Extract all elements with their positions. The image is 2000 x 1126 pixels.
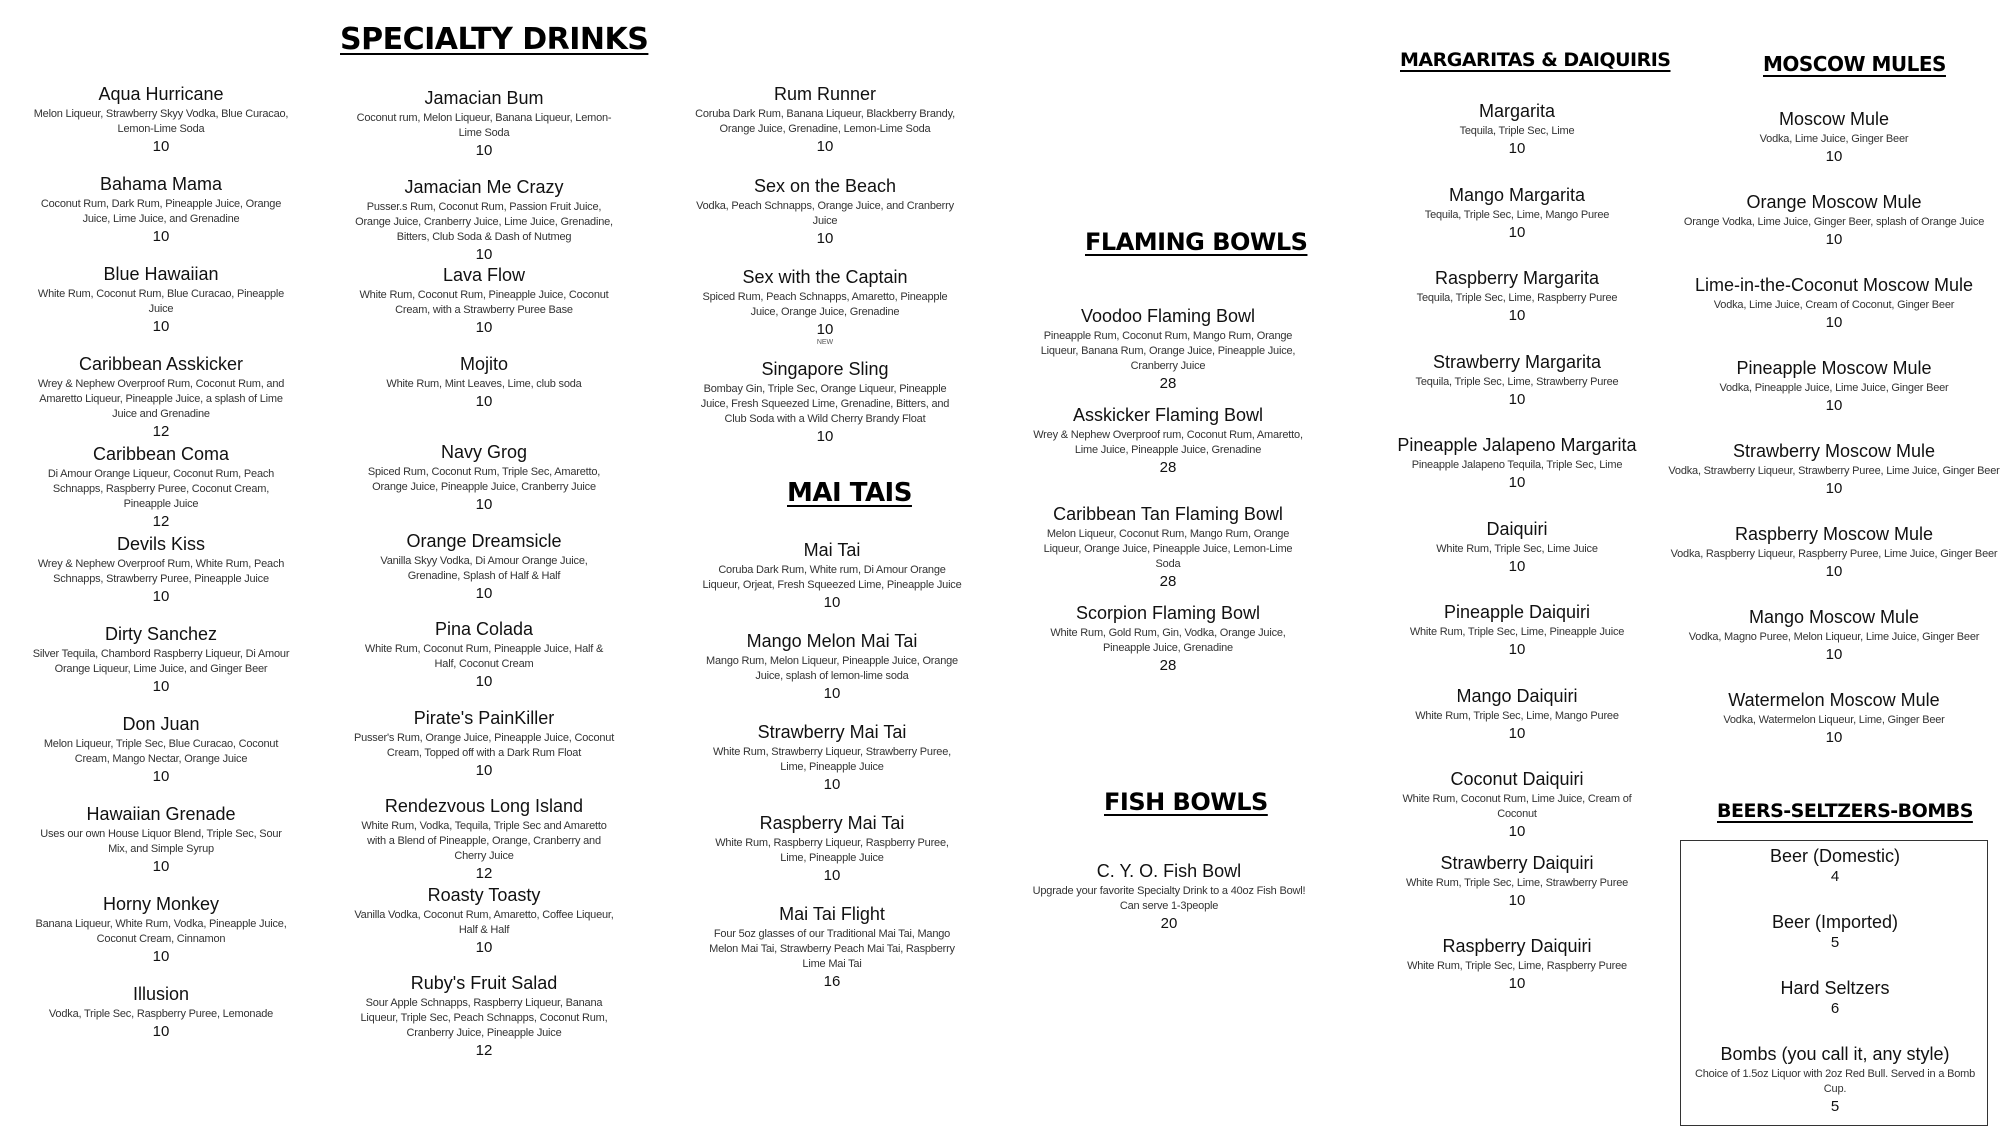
item-price: 10 [152,588,170,605]
item-description: Melon Liqueur, Coconut Rum, Mango Rum, Orange Liqueur, Orange Juice, Pineapple Juice, Lemon-Lime Soda [1043,528,1293,570]
item-price: 10 [1508,724,1526,742]
item-name: Navy Grog [440,442,528,462]
menu-item-strawberry-moscow-mule [1664,441,2000,498]
item-description: Vanilla Skyy Vodka, Di Amour Orange Juice, Grenadine, Splash of Half & Half [380,554,588,582]
item-name: Bombs (you call it, any style) [1720,1044,1950,1064]
item-description: White Rum, Raspberry Liqueur, Raspberry Puree, Lime, Pineapple Juice [715,837,949,864]
menu-item-jamacian-bum [353,88,615,160]
item-description: Bombay Gin, Triple Sec, Orange Liqueur, Pineapple Juice, Fresh Squeezed Lime, Grenadine, Bitters, and Club Soda with a Wild Cherry Brandy Float [700,382,950,425]
item-price: 10 [1508,390,1526,408]
menu-item-coconut-daiquiri [1388,769,1646,841]
item-description: White Rum, Triple Sec, Lime, Mango Puree [1415,709,1619,722]
menu-item-navy-grog [353,442,615,514]
menu-item-rum-runner [695,84,955,156]
item-description: Pineapple Rum, Coconut Rum, Mango Rum, Orange Liqueur, Banana Rum, Orange Juice, Pineapple Juice, Cranberry Juice [1040,330,1296,372]
item-name: Pirate's PainKiller [413,707,555,728]
item-description: White Rum, Triple Sec, Lime, Strawberry Puree [1405,876,1629,889]
item-price: 10 [1825,397,1843,414]
item-name: Beer (Domestic) [1769,846,1901,866]
menu-item-mango-margarita [1388,185,1646,242]
item-name: Margarita [1478,101,1556,121]
item-description: Coconut Rum, Dark Rum, Pineapple Juice, Orange Juice, Lime Juice, and Grenadine [40,198,282,225]
item-name: Blue Hawaiian [103,264,219,284]
menu-item-aqua-hurricane [30,84,292,156]
menu-item-roasty-toasty [353,885,615,957]
item-description: Vodka, Triple Sec, Raspberry Puree, Lemonade [48,1008,274,1020]
item-description: Melon Liqueur, Strawberry Skyy Vodka, Blue Curacao, Lemon-Lime Soda [33,108,289,135]
item-name: Pineapple Jalapeno Margarita [1397,435,1637,455]
menu-item-raspberry-daiquiri [1388,936,1646,993]
item-description: Vodka, Magno Puree, Melon Liqueur, Lime Juice, Ginger Beer [1688,631,1980,643]
item-price: 10 [823,685,841,702]
item-price: 5 [1830,934,1840,951]
item-name: Daiquiri [1486,518,1548,539]
item-name: Strawberry Daiquiri [1440,852,1594,873]
item-price: 10 [475,392,493,410]
menu-item-caribbean-asskicker [30,354,292,441]
item-price: 10 [816,427,834,445]
item-price: 10 [475,142,493,159]
item-name: Singapore Sling [761,358,889,379]
item-name: Hard Seltzers [1780,978,1890,998]
item-name: Lava Flow [442,265,526,285]
menu-item-don-juan [30,714,292,786]
item-price: 10 [1508,823,1526,840]
item-name: Mango Melon Mai Tai [746,631,918,651]
menu-item-raspberry-mai-tai [701,813,963,885]
item-price: 12 [152,513,170,530]
menu-item-pineapple-daiquiri [1388,602,1646,659]
item-description: Banana Liqueur, White Rum, Vodka, Pineapple Juice, Coconut Cream, Cinnamon [35,918,287,945]
item-name: Sex with the Captain [742,267,908,287]
item-name: Watermelon Moscow Mule [1728,690,1940,710]
item-description: White Rum, Vodka, Tequila, Triple Sec and Amaretto with a Blend of Pineapple, Orange, Cranberry and Cherry Juice [361,820,607,862]
menu-item-margarita [1388,101,1646,158]
item-name: Raspberry Moscow Mule [1734,524,1934,544]
menu-item-mai-tai [701,540,963,612]
menu-item-devils-kiss [30,534,292,606]
item-price: 10 [1508,557,1526,575]
item-description: Coruba Dark Rum, White rum, Di Amour Orange Liqueur, Orjeat, Fresh Squeezed Lime, Pineapple Juice [702,564,962,591]
item-name: Sex on the Beach [753,175,897,196]
item-name: Asskicker Flaming Bowl [1072,405,1264,425]
item-description: White Rum, Coconut Rum, Blue Curacao, Pineapple Juice [37,288,285,315]
menu-item-mai-tai-flight [701,904,963,991]
item-description: Mango Rum, Melon Liqueur, Pineapple Juice, Orange Juice, splash of lemon-lime soda [706,655,958,682]
item-name: Rendezvous Long Island [384,796,584,816]
item-name: Illusion [132,984,190,1004]
item-price: 10 [823,776,841,793]
menu-item-pineapple-moscow-mule [1664,358,2000,415]
menu-item-caribbean-coma [30,444,292,531]
item-name: Strawberry Margarita [1432,351,1602,372]
specialty-drinks-heading: SPECIALTY DRINKS [340,22,649,57]
item-name: Caribbean Tan Flaming Bowl [1053,504,1283,524]
item-price: 10 [1508,474,1526,491]
item-name: Voodoo Flaming Bowl [1080,306,1256,326]
item-price: 28 [1159,657,1177,674]
item-name: Beer (Imported) [1771,912,1899,932]
item-name: Jamacian Me Crazy [404,176,564,197]
menu-item-watermelon-moscow-mule [1664,690,2000,747]
item-name: Moscow Mule [1778,109,1890,129]
item-description: White Rum, Coconut Rum, Pineapple Juice, Half & Half, Coconut Cream [364,643,604,670]
menu-item-scorpion-flaming-bowl [1032,603,1304,675]
item-price: 10 [1508,975,1526,992]
item-name: Orange Dreamsicle [406,530,562,551]
menu-item-mojito [353,354,615,411]
item-price: 10 [1508,223,1526,241]
item-description: Coconut rum, Melon Liqueur, Banana Liqueur, Lemon-Lime Soda [356,112,612,139]
item-price: 4 [1830,868,1840,885]
item-description: Spiced Rum, Peach Schnapps, Amaretto, Pineapple Juice, Orange Juice, Grenadine [702,291,948,318]
menu-item-mango-moscow-mule [1664,607,2000,664]
item-price: 10 [152,318,170,335]
item-price: 10 [823,594,841,611]
menu-item-raspberry-margarita [1388,268,1646,325]
item-description: Vanilla Vodka, Coconut Rum, Amaretto, Coffee Liqueur, Half & Half [354,908,614,936]
item-name: Roasty Toasty [427,884,541,905]
item-price: 10 [475,496,493,513]
item-name: Raspberry Mai Tai [759,813,905,833]
menu-item-raspberry-moscow-mule [1664,524,2000,581]
item-description: Orange Vodka, Lime Juice, Ginger Beer, splash of Orange Juice [1683,216,1985,228]
item-name: Raspberry Daiquiri [1442,936,1592,956]
menu-item-jamacian-me-crazy [353,177,615,264]
menu-item-orange-moscow-mule [1664,192,2000,249]
item-name: Mango Moscow Mule [1748,607,1920,627]
menu-item-voodoo-flaming-bowl [1032,306,1304,393]
item-description: White Rum, Gold Rum, Gin, Vodka, Orange Juice, Pineapple Juice, Grenadine [1050,627,1286,654]
item-description: Coruba Dark Rum, Banana Liqueur, Blackberry Brandy, Orange Juice, Grenadine, Lemon-Lime Soda [695,108,955,135]
item-price: 12 [475,865,493,882]
item-description: Wrey & Nephew Overproof Rum, White Rum, Peach Schnapps, Strawberry Puree, Pineapple Juice [37,558,285,585]
item-name: Jamacian Bum [424,88,544,108]
item-description: Sour Apple Schnapps, Raspberry Liqueur, Banana Liqueur, Triple Sec, Peach Schnapps, Coconut Rum, Cranberry Juice, Pineapple Juice [360,997,608,1039]
menu-item-bombs-you-call-it-any-style [1690,1044,1980,1116]
menu-item-blue-hawaiian [30,264,292,336]
item-name: Lime-in-the-Coconut Moscow Mule [1694,275,1974,295]
menu-item-dirty-sanchez [30,624,292,696]
item-price: 10 [152,678,170,695]
menu-item-hawaiian-grenade [30,804,292,876]
item-description: White Rum, Coconut Rum, Lime Juice, Cream of Coconut [1402,793,1632,820]
item-price: 10 [1508,891,1526,909]
menu-item-pina-colada [353,619,615,691]
item-price: 10 [1825,480,1843,497]
item-name: Coconut Daiquiri [1450,769,1584,789]
menu-item-hard-seltzers [1690,978,1980,1018]
item-name: Mojito [459,353,508,374]
item-price: 10 [1825,148,1843,165]
item-description: Spiced Rum, Coconut Rum, Triple Sec, Amaretto, Orange Juice, Pineapple Juice, Cranberry Juice [367,466,601,493]
item-name: Mai Tai Flight [779,904,885,924]
menu-item-horny-monkey [30,894,292,966]
item-name: Raspberry Margarita [1434,268,1600,288]
item-price: 6 [1830,1000,1840,1017]
item-price: 28 [1159,459,1177,476]
menu-item-sex-on-the-beach [695,176,955,248]
item-price: 10 [475,584,493,602]
item-description: Four 5oz glasses of our Traditional Mai Tai, Mango Melon Mai Tai, Strawberry Peach Mai Tai, Raspberry Lime Mai Tai [709,928,955,970]
item-description: Choice of 1.5oz Liquor with 2oz Red Bull. Served in a Bomb Cup. [1694,1068,1976,1095]
item-price: 10 [816,138,834,155]
menu-item-pineapple-jalapeno-margarita [1388,435,1646,492]
item-name: Bahama Mama [99,174,223,194]
item-name: Strawberry Moscow Mule [1732,441,1936,461]
item-price: 10 [823,867,841,884]
fish-bowls-heading: FISH BOWLS [1104,788,1268,816]
item-price: 5 [1830,1098,1840,1115]
item-name: Strawberry Mai Tai [757,722,907,742]
item-description: Vodka, Lime Juice, Cream of Coconut, Ginger Beer [1713,299,1955,311]
item-description: White Rum, Coconut Rum, Pineapple Juice, Coconut Cream, with a Strawberry Puree Base [359,289,609,316]
item-description: Tequila, Triple Sec, Lime [1459,125,1575,137]
item-price: 10 [475,761,493,779]
item-price: 10 [152,768,170,785]
item-price: 10 [152,948,170,965]
item-name: Mango Margarita [1448,184,1586,205]
item-price: 10 [1508,641,1526,658]
item-description: Upgrade your favorite Specialty Drink to a 40oz Fish Bowl! Can serve 1-3people [1032,885,1306,912]
item-price: 10 [475,673,493,690]
item-price: 10 [1508,140,1526,157]
item-name: Aqua Hurricane [98,84,224,104]
item-description: Vodka, Raspberry Liqueur, Raspberry Puree, Lime Juice, Ginger Beer [1670,548,1998,560]
item-price: 10 [1825,231,1843,248]
item-price: 10 [475,245,493,263]
item-price: 28 [1159,375,1177,392]
menu-item-lime-in-the-coconut-moscow-mule [1664,275,2000,332]
item-description: White Rum, Strawberry Liqueur, Strawberry Puree, Lime, Pineapple Juice [713,746,951,773]
item-name: Orange Moscow Mule [1746,192,1922,212]
item-name: Pineapple Daiquiri [1443,602,1591,622]
item-description: Vodka, Watermelon Liqueur, Lime, Ginger Beer [1723,714,1945,726]
item-name: Hawaiian Grenade [86,804,236,824]
menu-item-caribbean-tan-flaming-bowl [1032,504,1304,591]
menu-item-asskicker-flaming-bowl [1032,405,1304,477]
item-description: Vodka, Lime Juice, Ginger Beer [1759,133,1909,145]
item-description: Tequila, Triple Sec, Lime, Raspberry Puree [1416,292,1618,304]
item-name: Mango Daiquiri [1456,685,1578,706]
menu-item-mango-daiquiri [1388,686,1646,743]
item-price: 10 [152,138,170,155]
item-description: Uses our own House Liquor Blend, Triple Sec, Sour Mix, and Simple Syrup [40,828,282,855]
item-name: Rum Runner [773,84,877,104]
menu-item-sex-with-the-captain [695,267,955,347]
moscow-mules-heading: MOSCOW MULES [1763,52,1946,76]
item-description: Tequila, Triple Sec, Lime, Mango Puree [1424,208,1610,221]
menu-item-strawberry-mai-tai [701,722,963,794]
item-price: 20 [1160,915,1178,932]
item-price: 10 [152,858,170,875]
item-price: 10 [1825,646,1843,663]
item-price: 10 [475,938,493,956]
menu-item-mango-melon-mai-tai [701,631,963,703]
item-description: Wrey & Nephew Overproof Rum, Coconut Rum, and Amaretto Liqueur, Pineapple Juice, a splash of Lime Juice and Grenadine [37,378,285,420]
flaming-bowls-heading: FLAMING BOWLS [1085,228,1308,256]
menu-item-moscow-mule [1664,109,2000,166]
item-price: 10 [1508,307,1526,324]
margaritas-daiquiris-heading: MARGARITAS & DAIQUIRIS [1400,49,1671,71]
item-price: 10 [475,319,493,336]
item-description: Wrey & Nephew Overproof rum, Coconut Rum, Amaretto, Lime Juice, Pineapple Juice, Grenadine [1033,429,1303,456]
menu-item-rendezvous-long-island [353,796,615,883]
item-description: White Rum, Triple Sec, Lime, Raspberry Puree [1407,960,1627,972]
item-price: 12 [475,1042,493,1059]
item-description: White Rum, Mint Leaves, Lime, club soda [386,377,582,390]
menu-item-bahama-mama [30,174,292,246]
item-description: Tequila, Triple Sec, Lime, Strawberry Puree [1415,375,1619,388]
item-price: 28 [1159,573,1177,590]
menu-item-beer-imported [1690,912,1980,952]
item-name: Pina Colada [434,619,534,639]
item-description: Silver Tequila, Chambord Raspberry Liqueur, Di Amour Orange Liqueur, Lime Juice, and Ginger Beer [32,648,290,675]
item-name: Horny Monkey [102,894,220,914]
item-name: Ruby's Fruit Salad [410,973,558,993]
mai-tais-heading: MAI TAIS [787,478,912,508]
item-name: Caribbean Coma [92,444,230,464]
item-name: Caribbean Asskicker [78,354,244,374]
item-name: C. Y. O. Fish Bowl [1096,861,1242,881]
item-price: 10 [152,228,170,245]
item-description: Vodka, Strawberry Liqueur, Strawberry Puree, Lime Juice, Ginger Beer [1668,465,2000,477]
menu-item-daiquiri [1388,519,1646,576]
item-name: Devils Kiss [116,534,205,554]
item-price: 12 [152,423,170,440]
menu-item-lava-flow [353,265,615,337]
menu-item-c-y-o-fish-bowl [1026,861,1312,933]
item-name: Don Juan [122,714,200,734]
item-description: Vodka, Peach Schnapps, Orange Juice, and Cranberry Juice [696,199,954,227]
item-name: Scorpion Flaming Bowl [1075,603,1261,623]
item-description: Pineapple Jalapeno Tequila, Triple Sec, Lime [1411,459,1623,471]
item-price: 10 [152,1023,170,1040]
item-price: 10 [816,229,834,247]
item-description: White Rum, Triple Sec, Lime, Pineapple Juice [1409,626,1625,638]
item-name: Pineapple Moscow Mule [1736,358,1932,378]
item-description: Pusser's Rum, Orange Juice, Pineapple Juice, Coconut Cream, Topped off with a Dark Rum Float [353,731,615,759]
item-description: Pusser.s Rum, Coconut Rum, Passion Fruit Juice, Orange Juice, Cranberry Juice, Lime Juice, Grenadine, Bitters, Club Soda & Dash of Nutmeg [355,200,613,243]
item-price: 10 [1825,314,1843,331]
beers-seltzers-bombs-heading: BEERS-SELTZERS-BOMBS [1717,800,1973,822]
menu-item-singapore-sling [695,359,955,446]
menu-item-orange-dreamsicle [353,531,615,603]
item-description: Di Amour Orange Liqueur, Coconut Rum, Peach Schnapps, Raspberry Puree, Coconut Cream, Pineapple Juice [47,468,275,510]
menu-item-beer-domestic [1690,846,1980,886]
item-price: 10 [1825,563,1843,580]
item-name: Dirty Sanchez [104,624,218,644]
menu-item-strawberry-margarita [1388,352,1646,409]
item-description: Vodka, Pineapple Juice, Lime Juice, Ginger Beer [1719,382,1949,394]
menu-item-illusion [30,984,292,1041]
item-price: 10 [1825,729,1843,746]
menu-item-ruby-s-fruit-salad [353,973,615,1060]
new-badge: NEW [816,339,834,346]
menu-item-pirate-s-painkiller [353,708,615,780]
item-price: 10 [816,321,834,338]
item-name: Mai Tai [803,540,861,560]
item-price: 16 [823,973,841,990]
menu-item-strawberry-daiquiri [1388,853,1646,910]
item-description: White Rum, Triple Sec, Lime Juice [1436,542,1598,555]
item-description: Melon Liqueur, Triple Sec, Blue Curacao, Coconut Cream, Mango Nectar, Orange Juice [43,738,279,765]
